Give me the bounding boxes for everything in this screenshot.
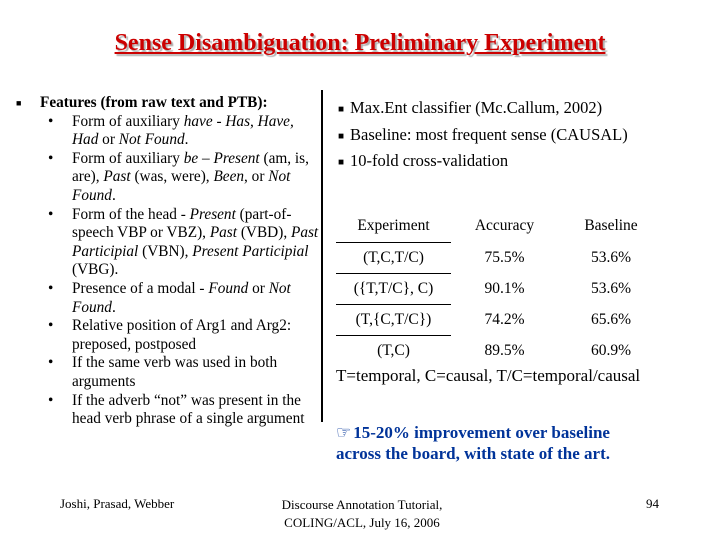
- features-panel: [16, 94, 320, 429]
- feature-item: [48, 392, 320, 429]
- feature-text: Presence of a modal - Found or Not Found.: [72, 279, 291, 316]
- footer-authors: Joshi, Prasad, Webber: [60, 496, 175, 511]
- feature-text: If the same verb was used in both arguments: [72, 354, 278, 390]
- table-cell: 90.1%: [484, 280, 525, 297]
- feature-text: Form of auxiliary be – Present (am, is, are), Past (was, were), Been, or Not Found.: [72, 149, 309, 204]
- square-bullet-icon: ■: [16, 98, 22, 108]
- feature-item: [48, 317, 320, 354]
- feature-item: [48, 113, 320, 150]
- table-row: [336, 274, 664, 305]
- feature-item: [48, 150, 320, 206]
- page-number: 94: [646, 496, 659, 511]
- slide-title: Sense Disambiguation: Preliminary Experiment: [114, 30, 606, 56]
- table-row: [336, 243, 664, 274]
- square-bullet-icon: ■: [338, 157, 345, 168]
- footer-venue-line-2: COLING/ACL, July 16, 2006: [284, 515, 440, 530]
- bullet-dot-icon: •: [48, 112, 54, 130]
- feature-item: [48, 354, 320, 391]
- table-cell: (T,C): [377, 342, 410, 359]
- table-cell: (T,C,T/C): [336, 243, 451, 274]
- improvement-line-2: across the board, with state of the art.: [336, 444, 611, 463]
- table-cell: 65.6%: [590, 311, 632, 328]
- feature-text: Relative position of Arg1 and Arg2: preposed, postposed: [72, 317, 292, 353]
- feature-item: [48, 206, 320, 280]
- results-table: [336, 210, 664, 366]
- table-cell: (T,{C,T/C}): [336, 305, 451, 336]
- features-heading-row: [16, 94, 320, 113]
- method-point: ■ Max.Ent classifier (Mc.Callum, 2002): [338, 98, 603, 117]
- bullet-dot-icon: •: [48, 391, 54, 409]
- table-cell: 89.5%: [484, 341, 525, 359]
- header-cell: Accuracy: [474, 217, 535, 235]
- header-cell: Baseline: [584, 217, 638, 235]
- footer-venue-line-1: Discourse Annotation Tutorial,: [281, 497, 443, 512]
- bullet-dot-icon: •: [48, 279, 54, 297]
- table-row: [336, 336, 664, 367]
- table-cell: 53.6%: [590, 280, 632, 297]
- method-point: ■ Baseline: most frequent sense (CAUSAL): [338, 124, 628, 144]
- feature-item: [48, 280, 320, 317]
- features-list: [16, 113, 320, 429]
- square-bullet-icon: ■: [338, 130, 345, 142]
- method-points: [338, 96, 628, 176]
- features-heading: Features (from raw text and PTB):: [40, 94, 268, 111]
- improvement-note: [336, 422, 610, 464]
- feature-text: If the adverb “not” was present in the head verb phrase of a single argument: [72, 391, 305, 428]
- abbreviation-legend: T=temporal, C=causal, T/C=temporal/causal: [336, 366, 641, 385]
- bullet-dot-icon: •: [48, 354, 54, 372]
- table-header-row: [336, 210, 664, 243]
- table-cell: 74.2%: [484, 311, 525, 328]
- footer-venue: [262, 496, 462, 532]
- feature-text: Form of auxiliary have - Has, Have, Had or Not Found.: [72, 112, 294, 149]
- column-divider: [321, 90, 323, 422]
- table-row: [336, 305, 664, 336]
- method-point: ■ 10-fold cross-validation: [338, 151, 509, 170]
- improvement-line-1: 15-20% improvement over baseline: [353, 423, 610, 442]
- bullet-dot-icon: •: [48, 149, 54, 167]
- bullet-dot-icon: •: [48, 205, 54, 223]
- feature-text: Form of the head - Present (part-of-speech VBP or VBZ), Past (VBD), Past Participial (VBN), Present Participial (VBG).: [72, 205, 319, 279]
- bullet-dot-icon: •: [48, 317, 54, 335]
- table-cell: 60.9%: [590, 341, 632, 359]
- header-cell: Experiment: [336, 210, 451, 243]
- pointing-hand-icon: ☞: [336, 423, 352, 442]
- table-cell: 75.5%: [484, 249, 525, 266]
- table-cell: ({T,T/C}, C): [336, 274, 451, 305]
- table-cell: 53.6%: [590, 249, 632, 266]
- square-bullet-icon: ■: [338, 104, 345, 115]
